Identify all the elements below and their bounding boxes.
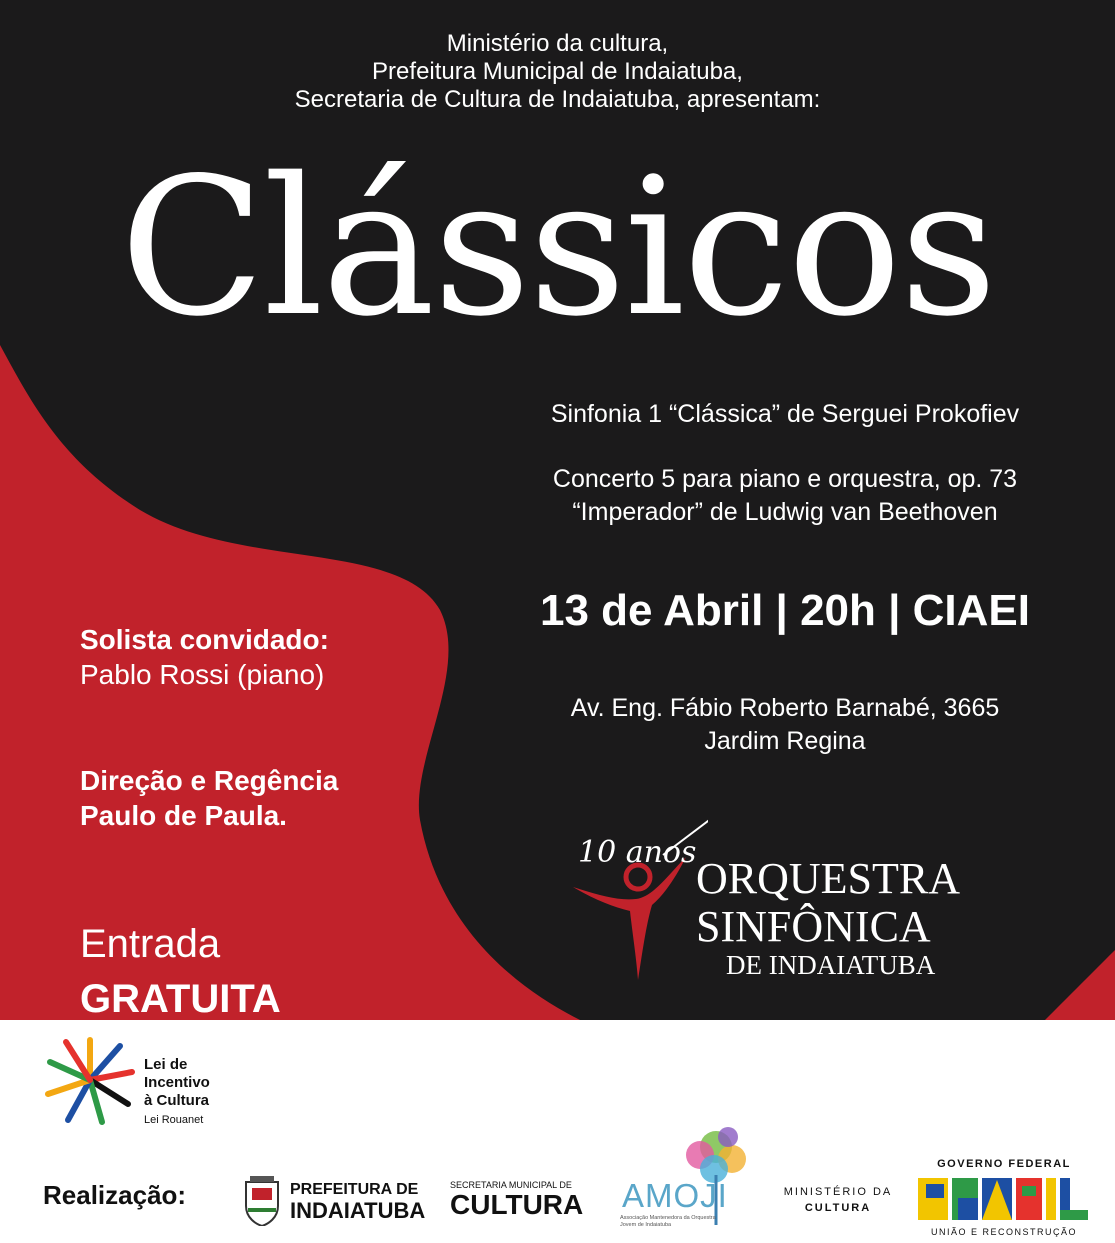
- prefeitura-logo: [240, 1174, 430, 1230]
- soloist-heading: Solista convidado:: [80, 624, 329, 655]
- presenter-line: Secretaria de Cultura de Indaiatuba, apresentam:: [294, 86, 821, 113]
- concert-title: Clássicos: [119, 137, 996, 358]
- lei-title-line: Incentivo: [144, 1074, 210, 1091]
- program-piece-2-line-2: “Imperador” de Ludwig van Beethoven: [572, 498, 998, 526]
- lei-title-line: Lei de: [144, 1056, 188, 1073]
- lei-title-line: à Cultura: [144, 1092, 210, 1109]
- lei-incentivo-logo: [40, 1032, 260, 1132]
- address-line-1: Av. Eng. Fábio Roberto Barnabé, 3665: [570, 694, 1000, 722]
- secretaria-logo: [450, 1180, 600, 1220]
- program-piece-1: Sinfonia 1 “Clássica” de Serguei Prokofiev: [550, 400, 1020, 428]
- amoji-logo: [618, 1125, 758, 1235]
- ministerio-line-2: CULTURA: [804, 1202, 872, 1214]
- prefeitura-line-1: PREFEITURA DE: [290, 1181, 419, 1198]
- prefeitura-crest-icon: [240, 1176, 284, 1226]
- governo-federal-logo: [918, 1158, 1090, 1240]
- conductor-name: Paulo de Paula.: [80, 800, 287, 831]
- admission-free: GRATUITA: [80, 977, 281, 1020]
- brasil-wordmark-icon: [918, 1174, 1090, 1224]
- event-address: [470, 692, 1100, 758]
- realizacao-label: Realização:: [43, 1180, 187, 1210]
- presenter-line: Ministério da cultura,: [446, 30, 669, 57]
- address-line-2: Jardim Regina: [704, 727, 866, 755]
- program-piece-2-line-1: Concerto 5 para piano e orquestra, op. 73: [552, 465, 1018, 493]
- presenter-line: Prefeitura Municipal de Indaiatuba,: [372, 58, 743, 85]
- ministerio-logo: [778, 1186, 898, 1214]
- lei-incentivo-logo-icon: [40, 1032, 140, 1132]
- orchestra-logo: [568, 815, 988, 985]
- orchestra-name-line-1: ORQUESTRA: [696, 854, 961, 903]
- admission-line-1: Entrada: [80, 922, 221, 966]
- presenters-block: [0, 30, 1115, 114]
- event-date-time-venue: 13 de Abril | 20h | CIAEI: [539, 586, 1030, 635]
- orchestra-anniversary: 10 anos: [578, 835, 697, 870]
- governo-bottom: UNIÃO E RECONSTRUÇÃO: [930, 1227, 1077, 1237]
- soloist-name: Pablo Rossi (piano): [80, 659, 325, 690]
- lei-incentivo-subtitle: Lei Rouanet: [144, 1114, 204, 1126]
- amoji-subtitle: Associação Mantenedora da Orquestra Jovem de Indaiatuba: [620, 1215, 716, 1228]
- orchestra-name-line-3: DE INDAIATUBA: [726, 950, 936, 980]
- ministerio-line-1: MINISTÉRIO DA: [783, 1186, 893, 1198]
- orchestra-name-line-2: SINFÔNICA: [696, 902, 931, 951]
- lei-incentivo-title: [144, 1056, 254, 1110]
- conductor-heading: Direção e Regência: [80, 765, 339, 796]
- governo-top: GOVERNO FEDERAL: [937, 1158, 1071, 1170]
- prefeitura-line-2: INDAIATUBA: [290, 1198, 426, 1223]
- amoji-name: AMOJI: [622, 1177, 728, 1214]
- secretaria-line-1: SECRETARIA MUNICIPAL DE: [450, 1180, 572, 1190]
- sponsors-footer: [0, 1020, 1115, 1243]
- secretaria-line-2: CULTURA: [450, 1189, 584, 1220]
